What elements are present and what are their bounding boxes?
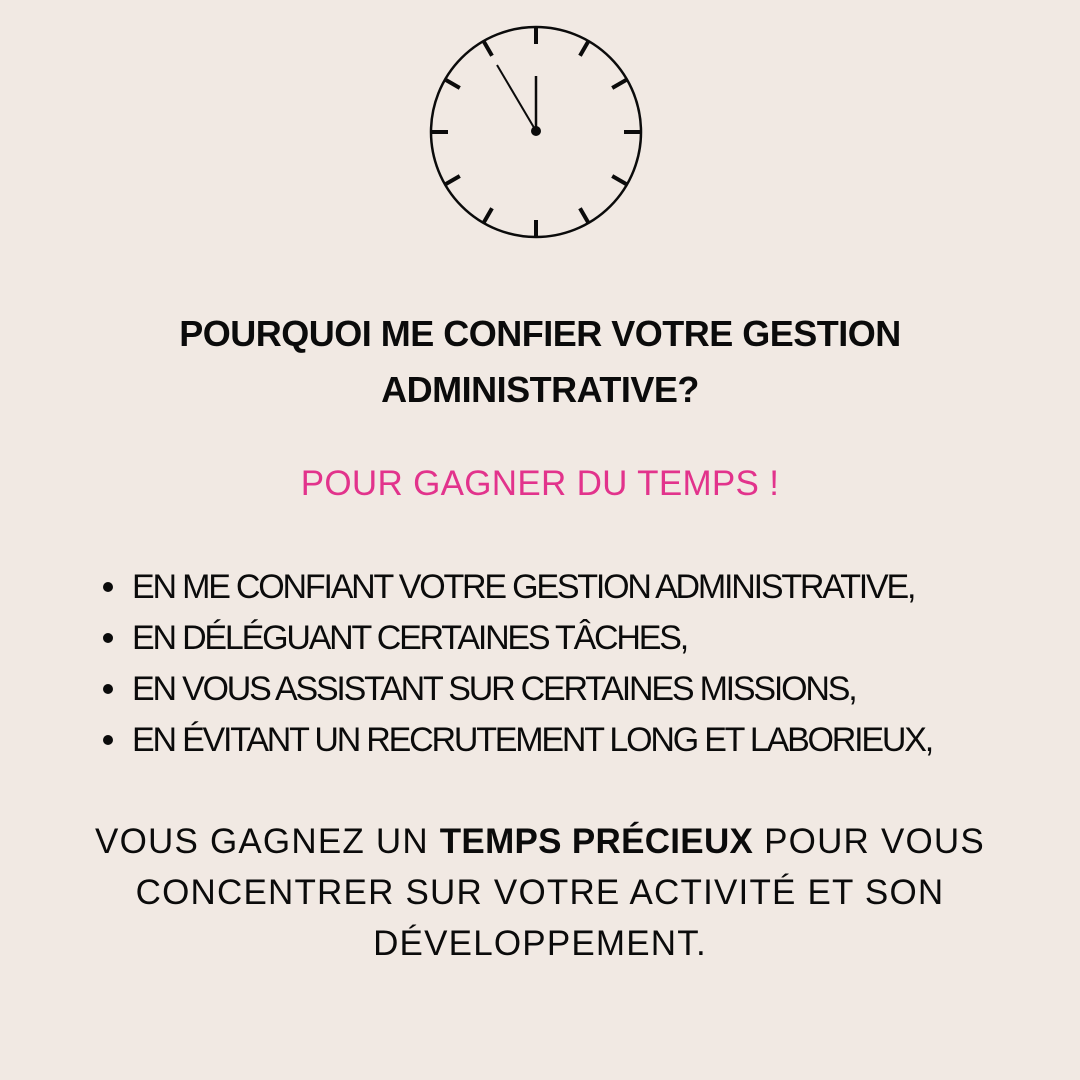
clock-tick xyxy=(446,80,460,88)
clock-icon xyxy=(428,24,644,240)
clock-tick xyxy=(612,176,626,184)
bullet-dot xyxy=(103,633,113,643)
clock-tick xyxy=(484,208,492,222)
page-title xyxy=(0,306,1080,418)
conclusion-line-3: DÉVELOPPEMENT. xyxy=(373,924,707,963)
conclusion-line-2: CONCENTRER SUR VOTRE ACTIVITÉ ET SON xyxy=(135,873,945,912)
clock-center xyxy=(531,126,541,136)
conclusion-before-bold: VOUS GAGNEZ UN xyxy=(95,822,440,861)
clock-tick xyxy=(612,80,626,88)
subtitle: POUR GAGNER DU TEMPS ! xyxy=(300,464,780,503)
list-item xyxy=(100,664,1040,715)
conclusion-after-bold: POUR VOUS xyxy=(753,822,985,861)
clock-tick xyxy=(580,42,588,56)
conclusion-text xyxy=(40,816,1040,969)
bullet-dot xyxy=(103,735,113,745)
clock-tick xyxy=(580,208,588,222)
title-line-1: POURQUOI ME CONFIER VOTRE GESTION xyxy=(179,313,901,354)
conclusion-bold: TEMPS PRÉCIEUX xyxy=(439,822,754,861)
title-line-2: ADMINISTRATIVE? xyxy=(381,369,699,410)
list-item xyxy=(100,715,1040,766)
list-item-text: EN ME CONFIANT VOTRE GESTION ADMINISTRATIVE, xyxy=(132,568,915,606)
bullet-list xyxy=(100,562,1040,766)
list-item xyxy=(100,562,1040,613)
clock-tick xyxy=(484,42,492,56)
bullet-dot xyxy=(103,582,113,592)
list-item-text: EN ÉVITANT UN RECRUTEMENT LONG ET LABORIEUX, xyxy=(132,721,932,759)
list-item-text: EN VOUS ASSISTANT SUR CERTAINES MISSIONS, xyxy=(132,670,856,708)
list-item xyxy=(100,613,1040,664)
conclusion-line-1 xyxy=(40,816,1040,867)
clock-tick xyxy=(446,176,460,184)
list-item-text: EN DÉLÉGUANT CERTAINES TÂCHES, xyxy=(132,619,687,657)
clock-minute-hand xyxy=(497,65,536,131)
bullet-dot xyxy=(103,684,113,694)
